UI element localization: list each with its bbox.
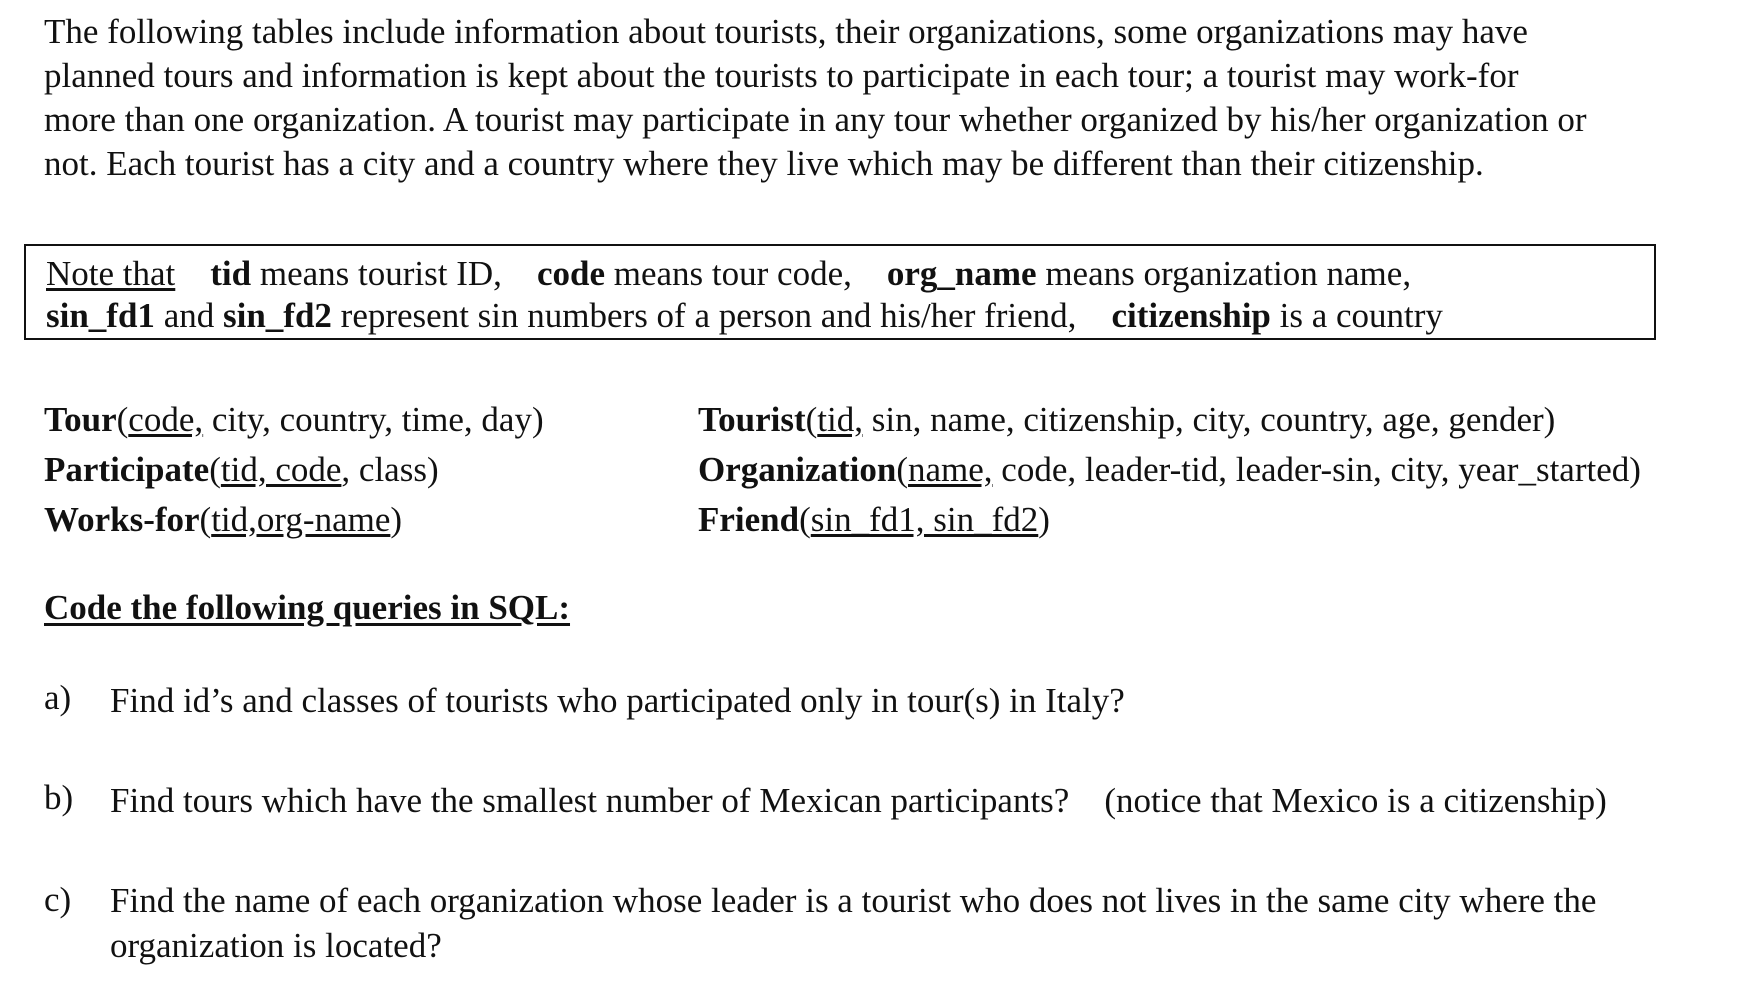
- sin1-term: sin_fd1: [46, 296, 155, 335]
- question-text: Find id’s and classes of tourists who participated only in tour(s) in Italy?: [110, 681, 1125, 720]
- org-term: org_name: [886, 254, 1037, 293]
- note-label: Note that: [46, 254, 176, 293]
- schema-name: Friend: [698, 500, 800, 539]
- intro-line: more than one organization. A tourist may participate in any tour whether organized by his/her organization or: [44, 100, 1587, 139]
- tid-term: tid: [210, 254, 252, 293]
- schema-key: sin_fd1, sin_fd2: [810, 500, 1039, 539]
- schema-participate: Participate(tid, code, class): [44, 450, 439, 489]
- note-line-1: [46, 254, 1411, 294]
- note-box: [24, 244, 1656, 340]
- code-desc: means tour code,: [604, 254, 852, 293]
- schema-name: Organization: [698, 450, 897, 489]
- intro-line: not. Each tourist has a city and a country where they live which may be different than their citizenship.: [44, 144, 1484, 183]
- sin2-term: sin_fd2: [222, 296, 332, 335]
- and-text: and: [154, 296, 223, 335]
- intro-paragraph: [44, 10, 1744, 186]
- org-desc: means organization name,: [1036, 254, 1412, 293]
- question-letter: a): [44, 678, 72, 717]
- question-letter: b): [44, 778, 74, 817]
- question-text: Find the name of each organization whose leader is a tourist who does not lives in the same city where the organization is located?: [110, 881, 1597, 965]
- schema-key: name,: [907, 450, 993, 489]
- tid-desc: means tourist ID,: [251, 254, 502, 293]
- note-line-2: [46, 296, 1443, 336]
- section-heading: Code the following queries in SQL:: [44, 588, 571, 627]
- schema-key: tid,: [817, 400, 863, 439]
- schema-attrs: sin, name, citizenship, city, country, age, gender): [863, 400, 1556, 439]
- intro-line: The following tables include information about tourists, their organizations, some organizations may have: [44, 12, 1528, 51]
- schema-attrs: ): [390, 500, 403, 539]
- schema-attrs: ): [1038, 500, 1050, 539]
- code-term: code: [536, 254, 605, 293]
- schema-name: Participate: [44, 450, 210, 489]
- schema-name: Tour: [44, 400, 117, 439]
- citizenship-term: citizenship: [1111, 296, 1271, 335]
- schema-tourist: Tourist(tid, sin, name, citizenship, city, country, age, gender): [698, 400, 1556, 439]
- schema-attrs: , class): [341, 450, 439, 489]
- intro-line: planned tours and information is kept about the tourists to participate in each tour; a tourist may work-for: [44, 56, 1519, 95]
- schema-key: code,: [128, 400, 204, 439]
- schema-name: Tourist: [698, 400, 806, 439]
- schema-key: tid,org-name: [211, 500, 391, 539]
- schema-key: tid, code: [220, 450, 342, 489]
- schema-attrs: city, country, time, day): [203, 400, 544, 439]
- question-letter: c): [44, 880, 72, 919]
- schema-name: Works-for: [44, 500, 200, 539]
- question-text: Find tours which have the smallest number of Mexican participants? (notice that Mexico is a citizenship): [110, 781, 1607, 820]
- schema-tour: Tour(code, city, country, time, day): [44, 400, 544, 439]
- schema-friend: Friend(sin_fd1, sin_fd2): [698, 500, 1050, 539]
- citizenship-desc: is a country: [1270, 296, 1443, 335]
- sin-desc: represent sin numbers of a person and his/her friend,: [331, 296, 1077, 335]
- schema-organization: Organization(name, code, leader-tid, leader-sin, city, year_started): [698, 450, 1641, 489]
- schema-works-for: Works-for(tid,org-name): [44, 500, 403, 539]
- schema-attrs: code, leader-tid, leader-sin, city, year_started): [992, 450, 1641, 489]
